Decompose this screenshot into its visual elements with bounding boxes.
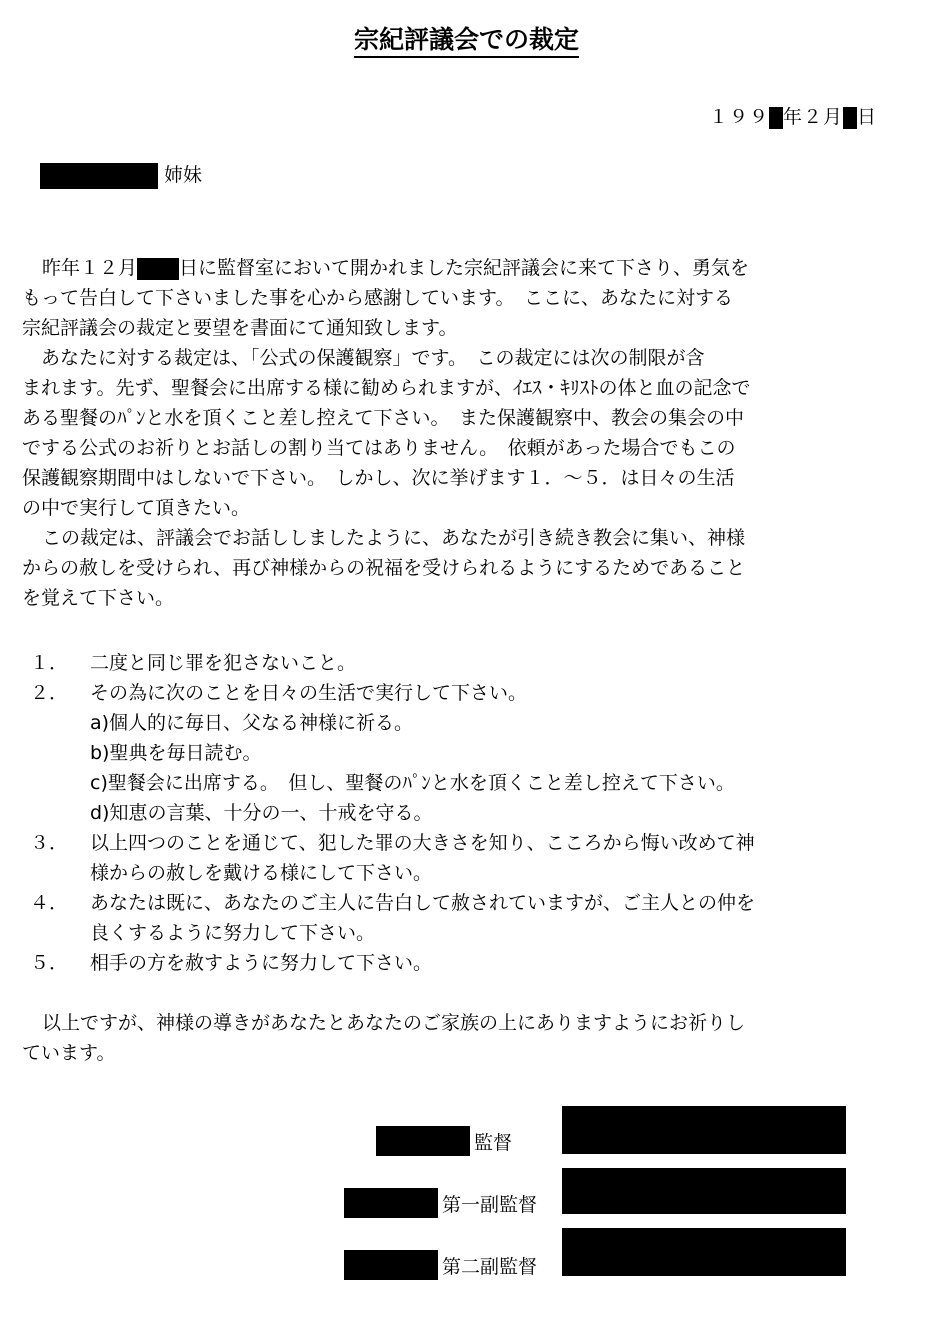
item-text: 二度と同じ罪を犯さないこと。 — [90, 652, 357, 674]
redaction-box — [769, 107, 783, 129]
item-text: あなたは既に、あなたのご主人に告白して赦されていますが、ご主人との仲を — [90, 892, 756, 914]
paragraph2-line: ある聖餐のﾊﾟﾝと水を頂くこと差し控えて下さい。 また保護観察中、教会の集会の中 — [22, 407, 745, 429]
document-title: 宗紀評議会での裁定 — [0, 20, 933, 56]
signature-redaction — [562, 1168, 846, 1214]
item-text-continued: 良くするように努力して下さい。 — [90, 922, 376, 944]
paragraph2-line: 保護観察期間中はしないで下さい。 しかし、次に挙げます１．～５．は日々の生活 — [22, 467, 735, 489]
subitem-text: b)聖典を毎日読む。 — [90, 742, 262, 764]
redaction-box — [344, 1188, 438, 1218]
paragraph3-line: この裁定は、評議会でお話ししましたように、あなたが引き続き教会に集い、神様 — [42, 527, 746, 549]
redaction-box — [40, 163, 158, 189]
item-number: ４． — [30, 892, 69, 914]
paragraph1-line2: もって告白して下さいました事を心から感謝しています。 ここに、あなたに対する — [22, 287, 733, 309]
subitem-text: a)個人的に毎日、父なる神様に祈る。 — [90, 712, 414, 734]
date-mid: 年２月 — [782, 106, 843, 128]
signature-label-second-counselor: 第二副監督 — [442, 1256, 538, 1278]
closing-line: 以上ですが、神様の導きがあなたとあなたのご家族の上にありますようにお祈りし — [42, 1012, 746, 1034]
text-segment: 日に監督室において開かれました宗紀評議会に来て下さり、勇気を — [179, 257, 750, 279]
signature-label-first-counselor: 第一副監督 — [442, 1194, 538, 1216]
signature-redaction — [562, 1228, 846, 1276]
paragraph2-line: まれます。先ず、聖餐会に出席する様に勧められますが、ｲｴｽ・ｷﾘｽﾄの体と血の記念で — [22, 377, 751, 399]
paragraph1-line3: 宗紀評議会の裁定と要望を書面にて通知致します。 — [22, 317, 458, 339]
date-suffix: 日 — [856, 106, 877, 128]
paragraph2-line: の中で実行して頂きたい。 — [22, 497, 251, 519]
paragraph3-line: を覚えて下さい。 — [22, 587, 175, 609]
date-line — [709, 102, 877, 129]
text-segment: 昨年１２月 — [42, 257, 138, 279]
paragraph3-line: からの赦しを受けられ、再び神様からの祝福を受けられるようにするためであること — [22, 557, 746, 579]
item-number: ２． — [30, 682, 69, 704]
redaction-box — [344, 1250, 438, 1280]
subitem-text: d)知恵の言葉、十分の一、十戒を守る。 — [90, 802, 433, 824]
item-number: １． — [30, 652, 69, 674]
addressee — [40, 160, 202, 189]
paragraph1-line1 — [42, 253, 749, 283]
item-text: その為に次のことを日々の生活で実行して下さい。 — [90, 682, 528, 704]
item-text: 相手の方を赦すように努力して下さい。 — [90, 952, 433, 974]
date-prefix: １９９ — [708, 106, 769, 128]
addressee-suffix: 姉妹 — [164, 164, 203, 186]
closing-line: ています。 — [22, 1042, 116, 1064]
item-number: ３． — [30, 832, 69, 854]
redaction-box — [376, 1126, 470, 1156]
paragraph2-line: あなたに対する裁定は、「公式の保護観察」です。 この裁定には次の制限が含 — [22, 347, 705, 369]
subitem-text: c)聖餐会に出席する。 但し、聖餐のﾊﾟﾝと水を頂くこと差し控えて下さい。 — [90, 772, 735, 794]
signature-redaction — [562, 1106, 846, 1154]
paragraph2-line: でする公式のお祈りとお話しの割り当てはありません。 依頼があった場合でもこの — [22, 437, 736, 459]
signature-label-bishop: 監督 — [474, 1132, 513, 1154]
redaction-box — [843, 107, 857, 129]
redaction-box — [137, 258, 179, 280]
item-text-continued: 様からの赦しを戴ける様にして下さい。 — [90, 862, 433, 884]
item-number: ５． — [30, 952, 69, 974]
item-text: 以上四つのことを通じて、犯した罪の大きさを知り、こころから悔い改めて神 — [90, 832, 755, 854]
